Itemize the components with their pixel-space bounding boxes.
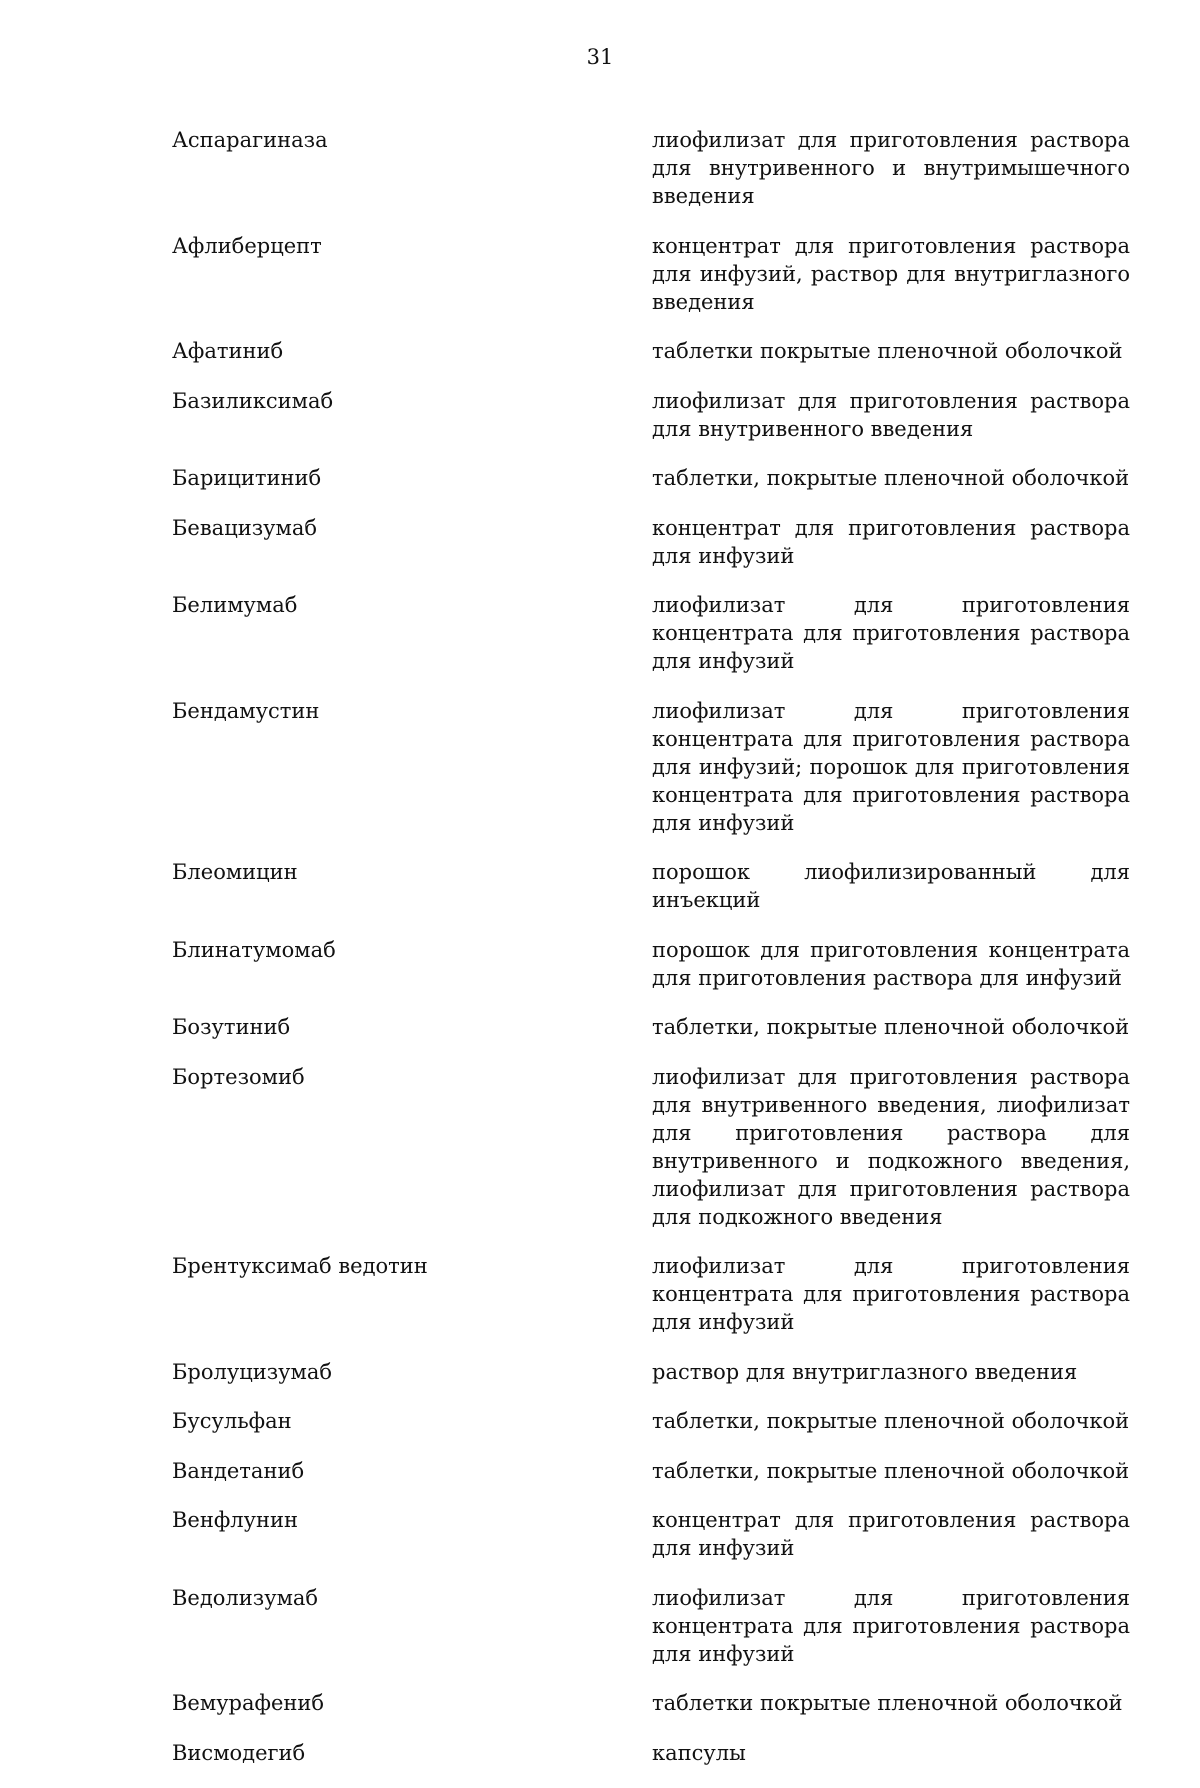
drug-name: Ведолизумаб [172,1585,319,1610]
list-item [0,1506,1200,1562]
list-item [0,591,1200,675]
list-item [0,1739,1200,1767]
list-item [0,514,1200,570]
drug-form: концентрат для приготовления раствора для инфузий [652,1508,1130,1560]
list-item [0,1252,1200,1336]
drug-form: таблетки, покрытые пленочной оболочкой [652,466,1130,490]
drug-form: таблетки, покрытые пленочной оболочкой [652,1409,1130,1433]
drug-name: Белимумаб [172,593,298,617]
drug-form: лиофилизат для приготовления концентрата для приготовления раствора для инфузий [652,1254,1130,1334]
drug-name: Барицитиниб [172,466,322,490]
drug-name: Блеомицин [172,860,298,884]
list-item [0,936,1200,992]
list-item [0,232,1200,316]
drug-form: концентрат для приготовления раствора для инфузий, раствор для внутриглазного введения [652,233,1130,314]
drug-name: Блинатумомаб [172,937,336,962]
drug-form: таблетки покрытые пленочной оболочкой [652,1691,1123,1715]
drug-form: концентрат для приготовления раствора для инфузий [652,515,1130,568]
drug-name: Бевацизумаб [172,515,318,540]
drug-form: порошок для приготовления концентрата для приготовления раствора для инфузий [652,937,1130,990]
drug-form: таблетки, покрытые пленочной оболочкой [652,1458,1130,1483]
list-item [0,464,1200,492]
list-item [0,337,1200,365]
drug-form: раствор для внутриглазного введения [652,1359,1078,1384]
drug-name: Бролуцизумаб [172,1359,333,1384]
drug-name: Венфлунин [172,1508,298,1532]
list-item [0,1063,1200,1231]
drug-form: капсулы [652,1740,746,1765]
drug-form: таблетки, покрытые пленочной оболочкой [652,1015,1130,1039]
list-item [0,697,1200,837]
drug-name: Бортезомиб [172,1064,305,1089]
list-item [0,126,1200,210]
list-item [0,1457,1200,1485]
drug-form: лиофилизат для приготовления раствора для внутривенного и внутримышечного введения [652,128,1130,208]
list-item [0,1407,1200,1435]
page-number: 31 [586,45,614,69]
drug-form: лиофилизат для приготовления концентрата для приготовления раствора для инфузий [652,1585,1130,1666]
drug-name: Бусульфан [172,1409,292,1433]
drug-form: порошок лиофилизированный для инъекций [652,860,1130,912]
drug-form: лиофилизат для приготовления концентрата для приготовления раствора для инфузий; порошок для приготовления концентрата для приготовления раствора для инфузий [652,698,1130,835]
drug-form: лиофилизат для приготовления раствора для внутривенного введения [652,388,1130,441]
drug-name: Афлиберцепт [172,233,322,258]
list-item [0,1689,1200,1717]
drug-name: Вемурафениб [172,1691,325,1715]
drug-name: Брентуксимаб ведотин [172,1254,428,1278]
drug-name: Аспарагиназа [172,128,328,152]
list-item [0,858,1200,914]
drug-list [0,126,1200,1788]
drug-name: Базиликсимаб [172,388,334,413]
list-item [0,1584,1200,1668]
drug-name: Бендамустин [172,698,320,723]
list-item [0,387,1200,443]
list-item [0,1013,1200,1041]
drug-name: Бозутиниб [172,1015,291,1039]
drug-name: Вандетаниб [172,1458,305,1483]
list-item [0,1358,1200,1386]
drug-name: Афатиниб [172,339,284,363]
drug-form: лиофилизат для приготовления раствора для внутривенного введения, лиофилизат для приготовления раствора для внутривенного и подкожного введения, лиофилизат для приготовления раствора для подкожного введения [652,1064,1130,1229]
drug-form: таблетки покрытые пленочной оболочкой [652,339,1123,363]
drug-form: лиофилизат для приготовления концентрата для приготовления раствора для инфузий [652,593,1130,673]
drug-name: Висмодегиб [172,1740,306,1765]
